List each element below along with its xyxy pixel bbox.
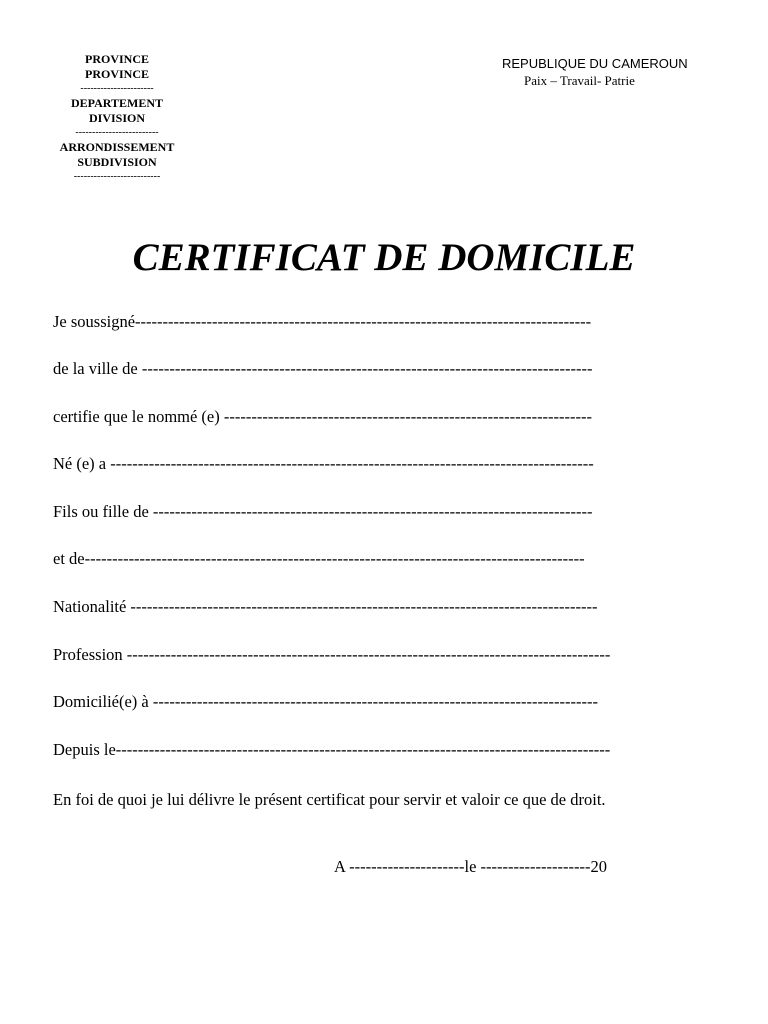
departement-label: DEPARTEMENT [70,96,164,110]
separator: -------------------------- [73,171,161,182]
separator: ---------------------- [80,83,154,94]
province-label-en: PROVINCE [84,67,149,81]
field-soussigne: Je soussigné----------------------------------------------------------------------------------- [53,312,592,331]
field-domicilie: Domicilié(e) à --------------------------------------------------------------------------------- [53,692,598,711]
field-depuis: Depuis le------------------------------------------------------------------------------------------ [53,740,611,759]
field-ville: de la ville de ---------------------------------------------------------------------------------- [53,359,593,378]
field-profession: Profession ---------------------------------------------------------------------------------------- [53,645,611,664]
administrative-header [54,52,180,184]
subdivision-label: SUBDIVISION [77,155,157,169]
field-nationalite: Nationalité ------------------------------------------------------------------------------------- [53,597,598,616]
field-et-de: et de------------------------------------------------------------------------------------------- [53,549,585,568]
arrondissement-label: ARRONDISSEMENT [59,140,175,154]
field-ne-a: Né (e) a ---------------------------------------------------------------------------------------- [53,454,594,473]
national-motto: Paix – Travail- Patrie [524,73,635,88]
place-date-line: A ---------------------le --------------------20 [334,857,607,876]
division-label: DIVISION [88,111,145,125]
country-name: REPUBLIQUE DU CAMEROUN [502,56,688,71]
document-title: CERTIFICAT DE DOMICILE [132,236,636,279]
republic-header [502,55,688,89]
field-nomme: certifie que le nommé (e) ------------------------------------------------------------------- [53,407,593,426]
closing-paragraph: En foi de quoi je lui délivre le présent certificat pour servir et valoir ce que de droit. [53,790,606,809]
separator: ------------------------- [75,127,159,138]
field-fils-fille: Fils ou fille de -------------------------------------------------------------------------------- [53,502,593,521]
province-label: PROVINCE [84,52,149,66]
